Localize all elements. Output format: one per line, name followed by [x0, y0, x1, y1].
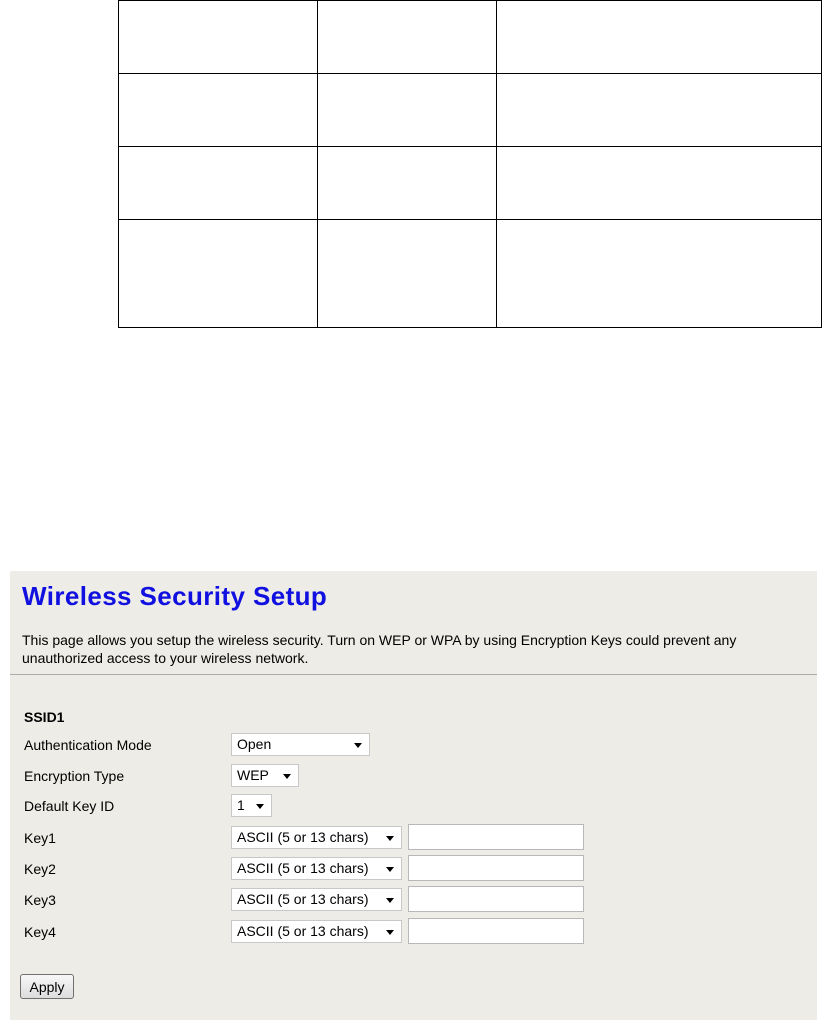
wireless-security-panel — [10, 571, 817, 1020]
table-cell — [318, 220, 497, 328]
chevron-down-icon — [354, 743, 362, 748]
chevron-down-icon — [283, 774, 291, 779]
default-key-id-select[interactable] — [231, 794, 272, 817]
table-row — [119, 74, 822, 147]
encryption-type-label: Encryption Type — [24, 768, 125, 784]
table-cell — [119, 74, 318, 147]
default-key-id-value: 1 — [237, 797, 245, 813]
key2-input[interactable] — [408, 855, 584, 881]
key1-format-select[interactable] — [231, 826, 402, 849]
key4-input[interactable] — [408, 918, 584, 944]
auth-mode-value: Open — [237, 736, 272, 752]
key1-input[interactable] — [408, 824, 584, 850]
table-cell — [497, 74, 822, 147]
ssid-label: SSID1 — [24, 709, 65, 725]
auth-mode-select[interactable] — [231, 733, 370, 756]
table-cell — [318, 74, 497, 147]
table-cell — [119, 147, 318, 220]
auth-mode-label: Authentication Mode — [24, 737, 152, 753]
page-title: Wireless Security Setup — [22, 581, 328, 611]
table-row — [119, 147, 822, 220]
page-description: This page allows you setup the wireless security. Turn on WEP or WPA by using Encryption Keys could prevent any unauthorized access to your wireless network. — [22, 632, 737, 666]
apply-button[interactable]: Apply — [20, 974, 74, 999]
key4-format-select[interactable] — [231, 920, 402, 943]
table-cell — [497, 220, 822, 328]
key3-format-select[interactable] — [231, 888, 402, 911]
table-cell — [318, 1, 497, 74]
chevron-down-icon — [386, 930, 394, 935]
document-table — [118, 0, 822, 328]
table-cell — [318, 147, 497, 220]
table-row — [119, 1, 822, 74]
encryption-type-value: WEP — [237, 767, 269, 783]
divider — [10, 674, 817, 675]
chevron-down-icon — [256, 804, 264, 809]
table-cell — [119, 1, 318, 74]
chevron-down-icon — [386, 898, 394, 903]
key3-label: Key3 — [24, 892, 56, 908]
key2-format-value: ASCII (5 or 13 chars) — [237, 860, 369, 876]
key4-format-value: ASCII (5 or 13 chars) — [237, 923, 369, 939]
encryption-type-select[interactable] — [231, 764, 299, 787]
key1-format-value: ASCII (5 or 13 chars) — [237, 829, 369, 845]
chevron-down-icon — [386, 867, 394, 872]
table-cell — [497, 1, 822, 74]
chevron-down-icon — [386, 836, 394, 841]
key1-label: Key1 — [24, 830, 56, 846]
default-key-id-label: Default Key ID — [24, 798, 115, 814]
table-cell — [119, 220, 318, 328]
key4-label: Key4 — [24, 924, 56, 940]
key3-format-value: ASCII (5 or 13 chars) — [237, 891, 369, 907]
key3-input[interactable] — [408, 886, 584, 912]
table-row — [119, 220, 822, 328]
key2-format-select[interactable] — [231, 857, 402, 880]
key2-label: Key2 — [24, 861, 56, 877]
table-cell — [497, 147, 822, 220]
